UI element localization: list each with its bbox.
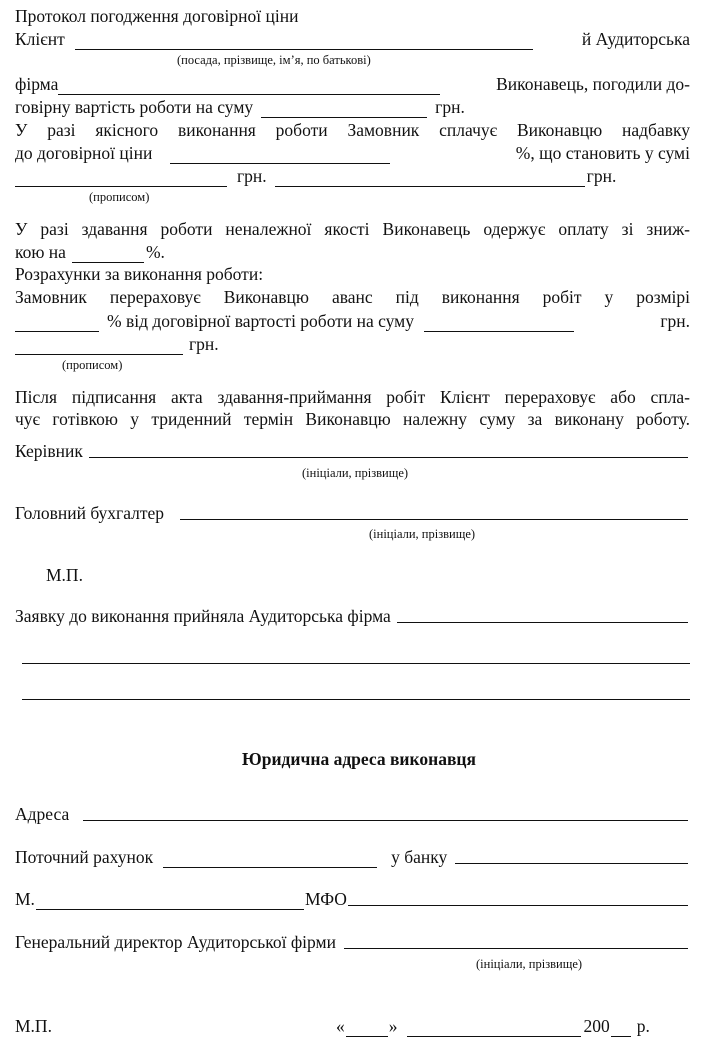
city-line xyxy=(15,888,690,910)
price-line xyxy=(15,96,690,118)
mfo-field[interactable] xyxy=(348,889,688,906)
firm-label: фірма xyxy=(15,74,59,94)
bonus-sum-words-field[interactable] xyxy=(275,170,585,187)
date-line xyxy=(15,1015,690,1037)
protocol-title-line xyxy=(15,5,690,27)
director-signature-field[interactable] xyxy=(344,932,688,949)
year-suffix: р. xyxy=(636,1016,650,1036)
bank-label: у банку xyxy=(391,847,448,867)
advance-percent-field[interactable] xyxy=(15,315,99,332)
stamp-line-1 xyxy=(46,564,246,586)
discount-line-2 xyxy=(15,241,690,263)
head-initials-hint: (ініціали, прізвище) xyxy=(302,466,409,480)
discount-line-1 xyxy=(15,218,690,240)
head-signature-field[interactable] xyxy=(89,441,688,458)
after-line-1 xyxy=(15,386,690,408)
client-hint: (посада, прізвище, ім’я, по батькові) xyxy=(177,53,371,67)
address-field[interactable] xyxy=(83,804,688,821)
bonus-percent-line xyxy=(15,142,690,164)
accepted-line xyxy=(15,605,690,627)
discount-text-1: У разі здавання роботи неналежної якості Виконавець одержує оплату зі зниж- xyxy=(15,219,690,239)
director-label: Генеральний директор Аудиторської фірми xyxy=(15,932,336,952)
day-field[interactable] xyxy=(346,1020,388,1037)
client-label: Клієнт xyxy=(15,29,65,49)
price-uah: грн. xyxy=(435,97,465,117)
advance-words-line xyxy=(15,333,690,355)
price-text: говірну вартість роботи на суму xyxy=(15,97,254,117)
firm-line xyxy=(15,73,690,95)
settlements-line xyxy=(15,263,690,285)
head-line xyxy=(15,440,690,462)
accepted-field[interactable] xyxy=(397,606,688,623)
year-prefix: 200 xyxy=(583,1016,610,1036)
advance-line xyxy=(15,286,690,308)
discount-percent: %. xyxy=(145,242,165,262)
firm-field[interactable] xyxy=(58,78,440,95)
bonus-in-words-hint: (прописом) xyxy=(89,190,150,204)
advance-sum-field[interactable] xyxy=(424,315,574,332)
bank-field[interactable] xyxy=(455,847,688,864)
bonus-sum-words-uah: грн. xyxy=(586,166,617,186)
after-line-2 xyxy=(15,408,690,430)
advance-sum-line xyxy=(15,310,690,332)
accountant-label: Головний бухгалтер xyxy=(15,503,165,523)
city-field[interactable] xyxy=(36,893,304,910)
city-label: М. xyxy=(15,889,35,909)
protocol-title: Протокол погодження договірної ціни xyxy=(15,6,299,26)
bonus-sum-field[interactable] xyxy=(15,170,227,187)
bonus-line xyxy=(15,119,690,141)
address-label: Адреса xyxy=(15,804,70,824)
accepted-label: Заявку до виконання прийняла Аудиторська фірма xyxy=(15,606,391,626)
advance-words-uah: грн. xyxy=(189,334,219,354)
head-label: Керівник xyxy=(15,441,83,461)
advance-words-field[interactable] xyxy=(15,338,183,355)
stamp-2: М.П. xyxy=(15,1016,52,1036)
client-line xyxy=(15,28,690,50)
client-field[interactable] xyxy=(75,33,533,50)
legal-title: Юридична адреса виконавця xyxy=(242,749,476,769)
account-line xyxy=(15,846,690,868)
auditor-label: й Аудиторська xyxy=(581,29,690,49)
accountant-line xyxy=(15,502,690,524)
accountant-signature-field[interactable] xyxy=(180,503,688,520)
bonus-sum-line xyxy=(15,165,690,187)
stamp-1: М.П. xyxy=(46,565,83,585)
discount-field[interactable] xyxy=(72,246,144,263)
bonus-text-a: до договірної ціни xyxy=(15,143,153,163)
discount-text-a: кою на xyxy=(15,242,66,262)
blank-line-2[interactable] xyxy=(22,699,690,700)
account-field[interactable] xyxy=(163,851,377,868)
bonus-sum-uah: грн. xyxy=(237,166,267,186)
bonus-text-b: %, що становить у сумі xyxy=(515,143,690,163)
after-text-2: чує готівкою у триденний термін Виконавцю належну суму за виконану роботу. xyxy=(15,409,690,429)
advance-text: Замовник перераховує Виконавцю аванс під виконання робіт у розмірі xyxy=(15,287,690,307)
executor-agreed-text: Виконавець, погодили до- xyxy=(496,74,690,94)
price-field[interactable] xyxy=(261,101,427,118)
bonus-text: У разі якісного виконання роботи Замовник сплачує Виконавцю надбавку xyxy=(15,120,690,140)
advance-in-words-hint: (прописом) xyxy=(62,358,123,372)
month-field[interactable] xyxy=(407,1020,581,1037)
quote-open: « xyxy=(335,1016,345,1036)
director-line xyxy=(15,931,690,953)
blank-line-1[interactable] xyxy=(22,663,690,664)
after-text-1: Після підписання акта здавання-приймання робіт Клієнт перераховує або спла- xyxy=(15,387,690,407)
bonus-percent-field[interactable] xyxy=(170,147,390,164)
mfo-label: МФО xyxy=(304,889,347,909)
address-line xyxy=(15,803,690,825)
advance-text-b: % від договірної вартості роботи на суму xyxy=(107,311,415,331)
year-field[interactable] xyxy=(611,1020,631,1037)
accountant-initials-hint: (ініціали, прізвище) xyxy=(369,527,476,541)
advance-sum-uah: грн. xyxy=(660,311,690,331)
account-label: Поточний рахунок xyxy=(15,847,154,867)
quote-close: » xyxy=(388,1016,398,1036)
settlements-text: Розрахунки за виконання роботи: xyxy=(15,264,264,284)
director-initials-hint: (ініціали, прізвище) xyxy=(476,957,583,971)
